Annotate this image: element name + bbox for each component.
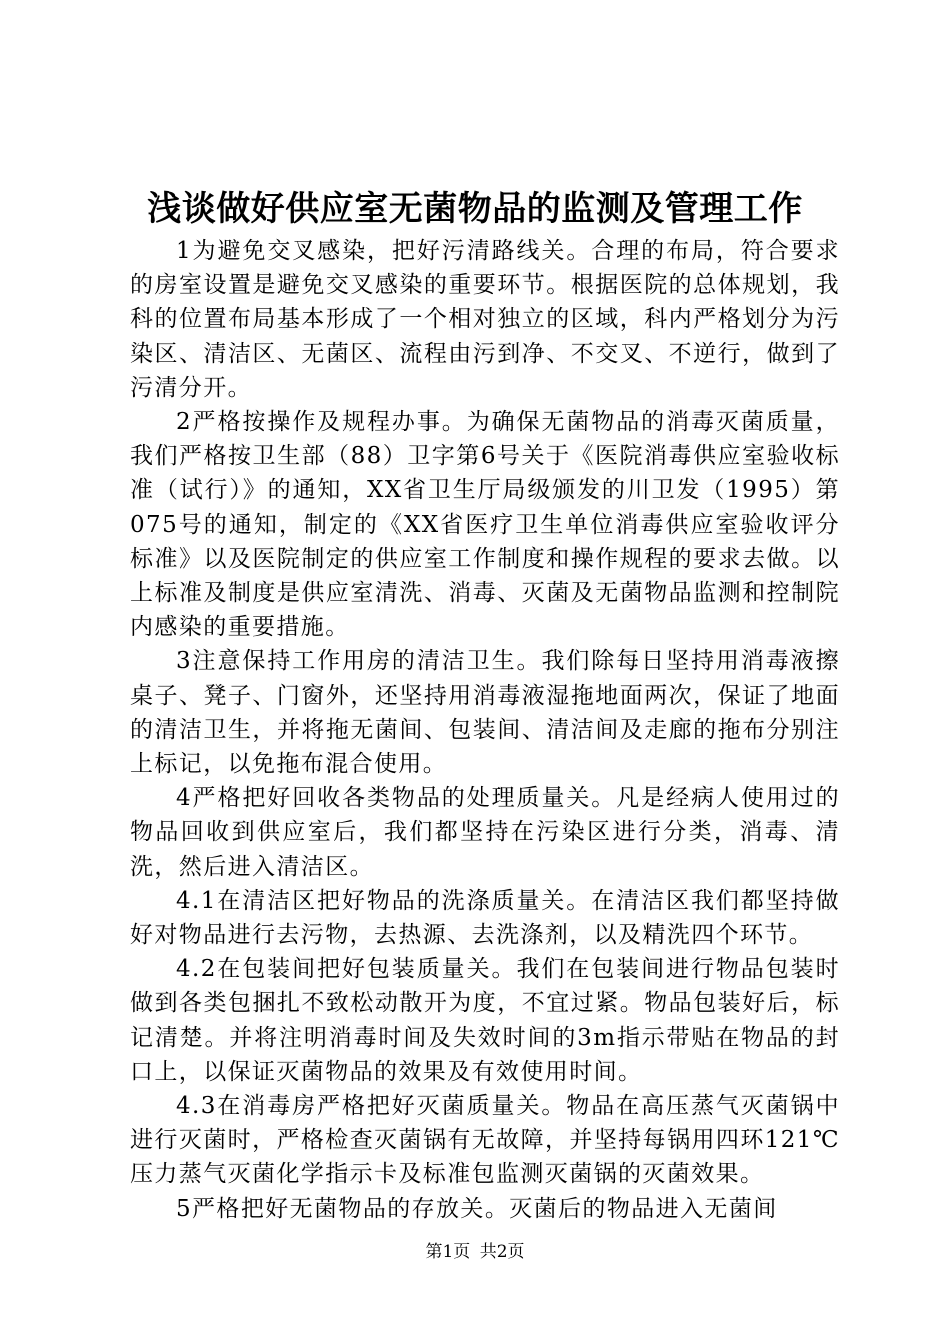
- page-footer: [0, 1240, 950, 1264]
- paragraph-4-1: 4.1在清洁区把好物品的洗涤质量关。在清洁区我们都坚持做好对物品进行去污物，去热源、去洗涤剂，以及精洗四个环节。: [130, 887, 840, 949]
- document-title: 浅谈做好供应室无菌物品的监测及管理工作: [147, 189, 803, 229]
- paragraph-3: 3注意保持工作用房的清洁卫生。我们除每日坚持用消毒液擦桌子、凳子、门窗外，还坚持用消毒液湿拖地面两次，保证了地面的清洁卫生，并将拖无菌间、包装间、清洁间及走廊的拖布分别注上标记，以免拖布混合使用。: [130, 648, 840, 778]
- paragraph-4: 4严格把好回收各类物品的处理质量关。凡是经病人使用过的物品回收到供应室后，我们都坚持在污染区进行分类，消毒、清洗，然后进入清洁区。: [130, 785, 840, 880]
- paragraph-2: 2严格按操作及规程办事。为确保无菌物品的消毒灭菌质量，我们严格按卫生部（88）卫字第6号关于《医院消毒供应室验收标准（试行）》的通知，XX省卫生厅局级颁发的川卫发（1995）第075号的通知，制定的《XX省医疗卫生单位消毒供应室验收评分标准》以及医院制定的供应室工作制度和操作规程的要求去做。以上标准及制度是供应室清洗、消毒、灭菌及无菌物品监测和控制院内感染的重要措施。: [130, 409, 840, 641]
- paragraph-4-2: 4.2在包装间把好包装质量关。我们在包装间进行物品包装时做到各类包捆扎不致松动散开为度，不宜过紧。物品包装好后，标记清楚。并将注明消毒时间及失效时间的3m指示带贴在物品的封口上，以保证灭菌物品的效果及有效使用时间。: [130, 956, 840, 1085]
- paragraph-4-3: 4.3在消毒房严格把好灭菌质量关。物品在高压蒸气灭菌锅中进行灭菌时，严格检查灭菌锅有无故障，并坚持每锅用四环121℃压力蒸气灭菌化学指示卡及标准包监测灭菌锅的灭菌效果。: [130, 1093, 840, 1188]
- page-total: 共2页: [479, 1242, 525, 1262]
- paragraph-1: 1为避免交叉感染，把好污清路线关。合理的布局，符合要求的房室设置是避免交叉感染的重要环节。根据医院的总体规划，我科的位置布局基本形成了一个相对独立的区域，科内严格划分为污染区、清洁区、无菌区、流程由污到净、不交叉、不逆行，做到了污清分开。: [130, 238, 840, 401]
- page-number: 第1页: [425, 1242, 471, 1262]
- document-body: [130, 234, 840, 1226]
- paragraph-5: 5严格把好无菌物品的存放关。灭菌后的物品进入无菌间: [176, 1195, 778, 1222]
